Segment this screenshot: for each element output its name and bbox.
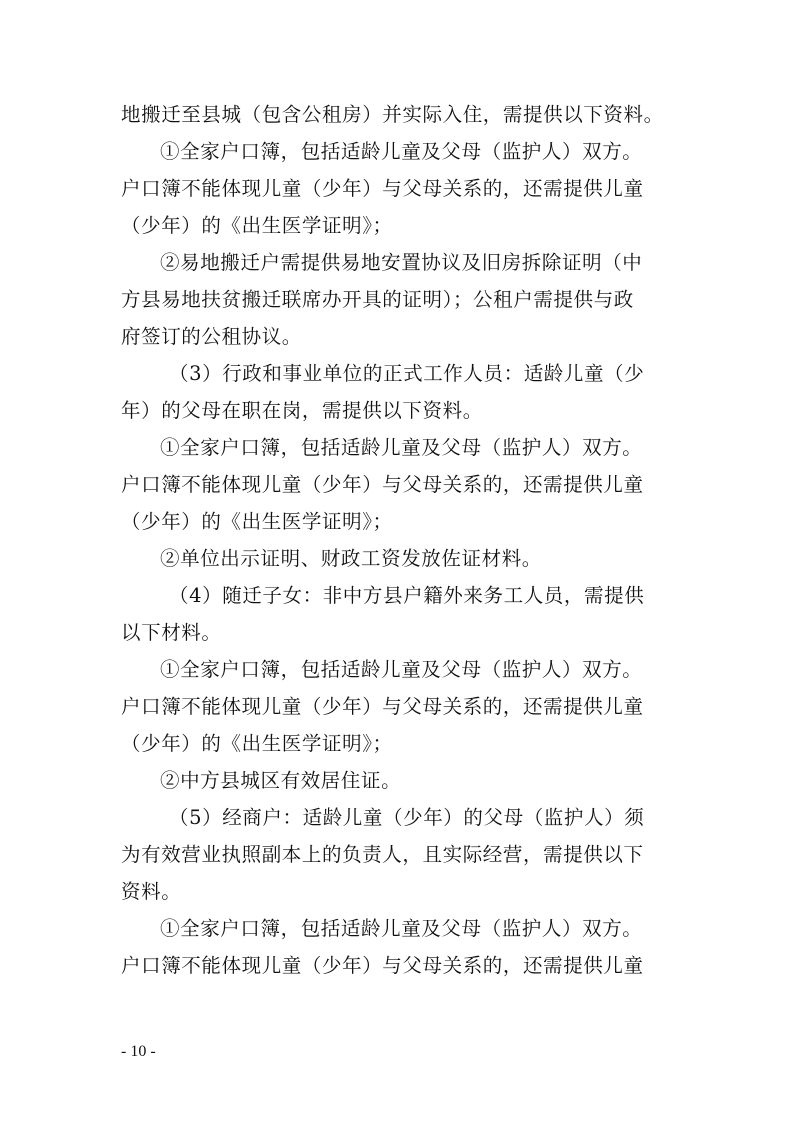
text-line: 户口簿不能体现儿童（少年）与父母关系的，还需提供儿童 <box>121 954 644 977</box>
text-line: 为有效营业执照副本上的负责人，且实际经营，需提供以下 <box>121 843 644 866</box>
text-line: 户口簿不能体现儿童（少年）与父母关系的，还需提供儿童 <box>121 177 644 200</box>
document-body <box>121 96 676 984</box>
text-line: ②单位出示证明、财政工资发放佐证材料。 <box>160 547 542 570</box>
text-line: 户口簿不能体现儿童（少年）与父母关系的，还需提供儿童 <box>121 473 644 496</box>
text-line: ①全家户口簿，包括适龄儿童及父母（监护人）双方。 <box>160 140 643 163</box>
text-line: （少年）的《出生医学证明》； <box>121 510 393 533</box>
text-line: （少年）的《出生医学证明》； <box>121 214 393 237</box>
text-line: ①全家户口簿，包括适龄儿童及父母（监护人）双方。 <box>160 658 643 681</box>
text-line: ①全家户口簿，包括适龄儿童及父母（监护人）双方。 <box>160 436 643 459</box>
text-line: 方县易地扶贫搬迁联席办开具的证明）；公租户需提供与政 <box>121 288 634 311</box>
text-line: 以下材料。 <box>121 621 222 644</box>
text-line: 户口簿不能体现儿童（少年）与父母关系的，还需提供儿童 <box>121 695 644 718</box>
text-line: （少年）的《出生医学证明》； <box>121 732 393 755</box>
text-line: ①全家户口簿，包括适龄儿童及父母（监护人）双方。 <box>160 917 643 940</box>
text-line: 府签订的公租协议。 <box>121 325 302 348</box>
text-line: （5）经商户：适龄儿童（少年）的父母（监护人）须 <box>169 806 645 829</box>
text-line: 资料。 <box>121 880 182 903</box>
text-line: （4）随迁子女：非中方县户籍外来务工人员，需提供 <box>169 584 645 607</box>
text-line: ②易地搬迁户需提供易地安置协议及旧房拆除证明（中 <box>160 251 643 274</box>
text-line: ②中方县城区有效居住证。 <box>160 769 402 792</box>
text-line: （3）行政和事业单位的正式工作人员：适龄儿童（少 <box>169 362 645 385</box>
page-number: - 10 - <box>121 1043 156 1060</box>
text-line: 年）的父母在职在岗，需提供以下资料。 <box>121 399 483 422</box>
text-line: 地搬迁至县城（包含公租房）并实际入住，需提供以下资料。 <box>121 103 664 126</box>
